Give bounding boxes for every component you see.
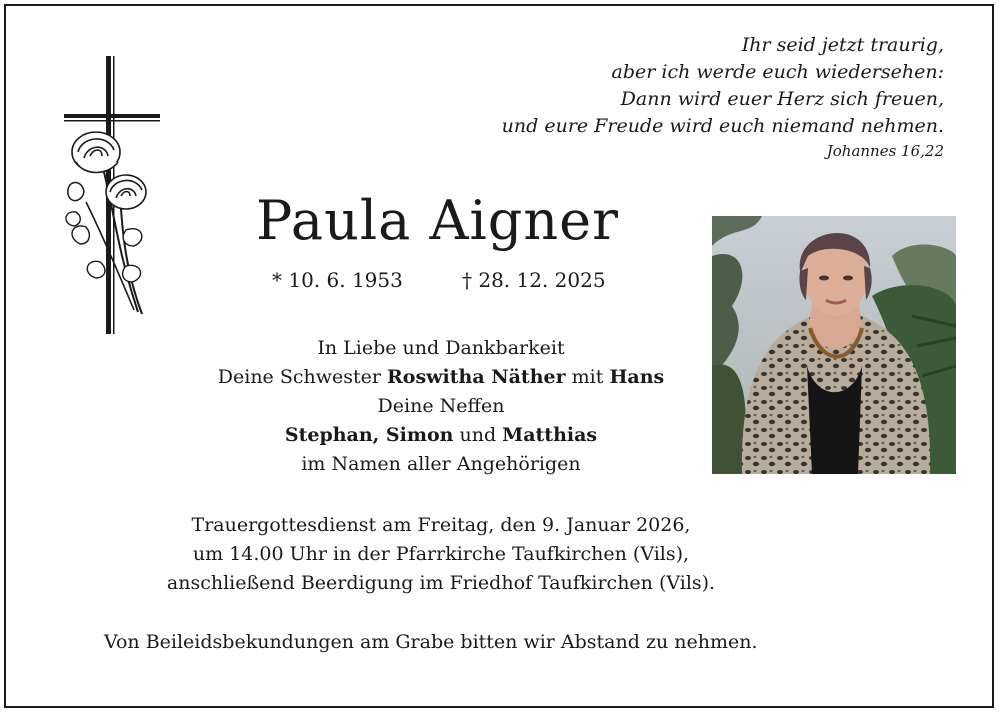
dedication-line: In Liebe und Dankbarkeit — [317, 337, 565, 359]
sister-prefix: Deine Schwester — [217, 366, 387, 388]
cross-with-roses-icon — [56, 52, 166, 342]
death-date: † 28. 12. 2025 — [462, 268, 606, 292]
relatives-line: im Namen aller Angehörigen — [301, 453, 581, 475]
sister-name: Roswitha Näther — [387, 366, 566, 388]
deceased-name: Paula Aigner — [256, 189, 619, 252]
nephews-line — [181, 421, 701, 450]
quote-line: Dann wird euer Herz sich freuen, — [620, 88, 944, 110]
nephews-connector: und — [453, 424, 503, 446]
condolence-note: Von Beileidsbekundungen am Grabe bitten wir Abstand zu nehmen. — [104, 631, 758, 653]
family-signature — [181, 334, 701, 479]
service-line: um 14.00 Uhr in der Pfarrkirche Taufkirchen (Vils), — [192, 543, 690, 565]
birth-date: * 10. 6. 1953 — [272, 268, 403, 292]
service-line: Trauergottesdienst am Freitag, den 9. Januar 2026, — [191, 514, 691, 536]
sister-connector: mit — [565, 366, 610, 388]
sister-line — [181, 363, 701, 392]
nephews-names: Stephan, Simon — [284, 424, 454, 446]
obituary-card — [4, 4, 994, 708]
bible-quote — [502, 32, 944, 162]
quote-line: aber ich werde euch wiedersehen: — [611, 61, 944, 83]
service-line: anschließend Beerdigung im Friedhof Taufkirchen (Vils). — [166, 572, 716, 594]
portrait-photo — [712, 216, 956, 474]
quote-reference: Johannes 16,22 — [826, 142, 944, 160]
quote-line: Ihr seid jetzt traurig, — [741, 34, 944, 56]
quote-line: und eure Freude wird euch niemand nehmen. — [501, 115, 944, 137]
sister-partner-name: Hans — [609, 366, 665, 388]
funeral-service-info — [116, 511, 766, 598]
nephew-name: Matthias — [502, 424, 598, 446]
nephews-heading: Deine Neffen — [377, 395, 505, 417]
